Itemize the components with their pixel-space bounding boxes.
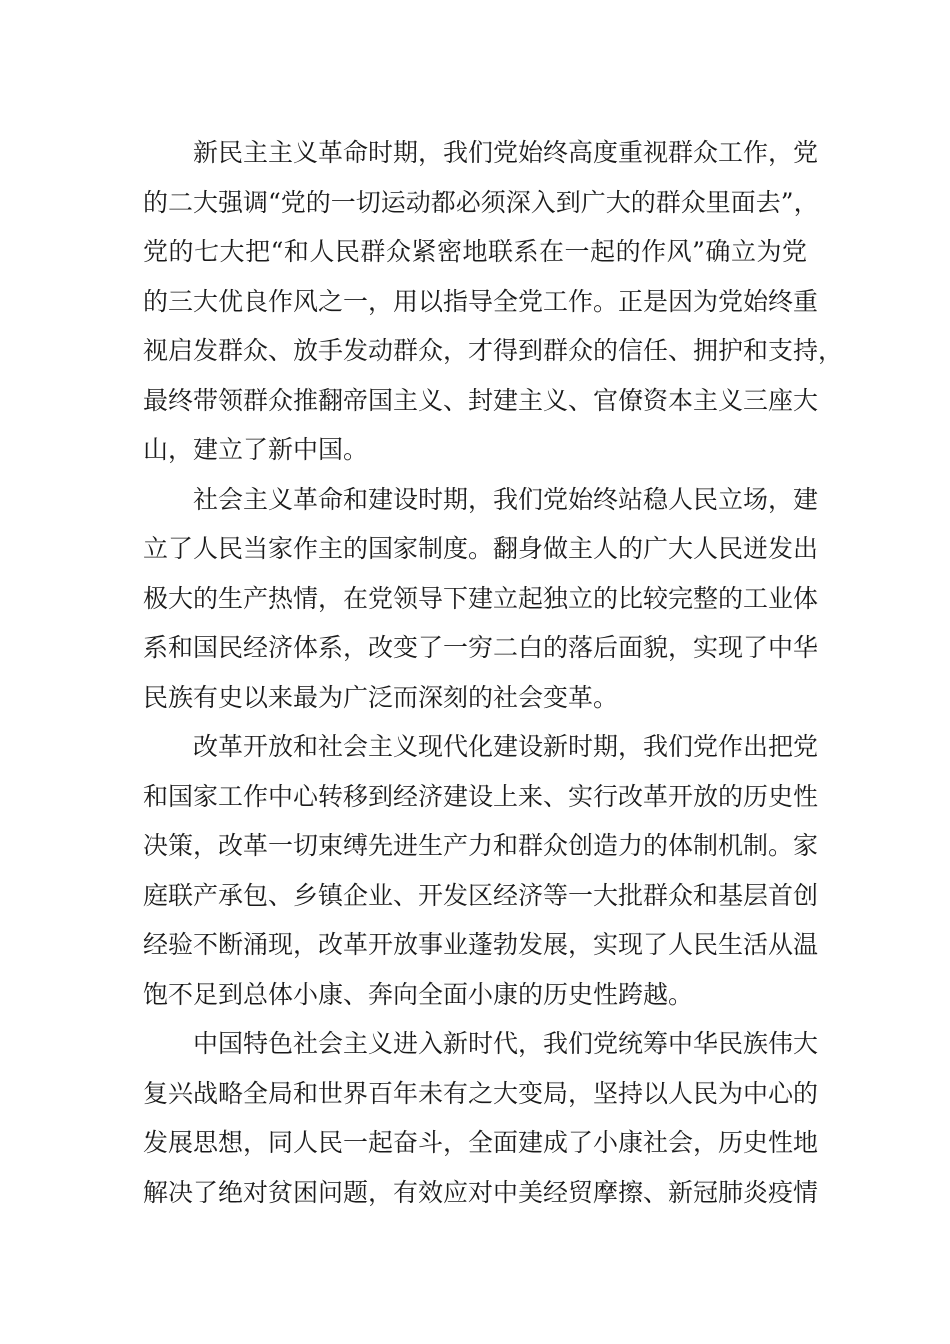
text-line: 决策，改革一切束缚先进生产力和群众创造力的体制机制。家 (143, 831, 819, 860)
text-line: 社会主义革命和建设时期，我们党始终站稳人民立场，建 (193, 484, 819, 514)
text-line: 中国特色社会主义进入新时代，我们党统筹中华民族伟大 (193, 1029, 819, 1058)
text-line: 复兴战略全局和世界百年未有之大变局，坚持以人民为中心的 (143, 1078, 819, 1108)
paragraph-socialist-revolution (143, 475, 819, 723)
text-line: 民族有史以来最为广泛而深刻的社会变革。 (143, 682, 619, 712)
text-line: 发展思想，同人民一起奋斗，全面建成了小康社会，历史性地 (143, 1128, 819, 1157)
text-line: 最终带领群众推翻帝国主义、封建主义、官僚资本主义三座大 (143, 385, 819, 415)
text-line: 山，建立了新中国。 (143, 435, 369, 464)
text-line: 系和国民经济体系，改变了一穷二白的落后面貌，实现了中华 (143, 633, 819, 662)
text-line: 和国家工作中心转移到经济建设上来、实行改革开放的历史性 (143, 781, 819, 811)
text-line: 经验不断涌现，改革开放事业蓬勃发展，实现了人民生活从温 (143, 930, 819, 959)
text-line: 的三大优良作风之一，用以指导全党工作。正是因为党始终重 (143, 286, 819, 316)
text-line: 极大的生产热情，在党领导下建立起独立的比较完整的工业体 (143, 583, 819, 613)
paragraph-new-era (143, 1019, 819, 1217)
text-line: 视启发群众、放手发动群众，才得到群众的信任、拥护和支持， (143, 336, 844, 365)
text-line: 党的七大把“和人民群众紧密地联系在一起的作风”确立为党 (143, 237, 807, 266)
paragraph-new-democratic-revolution (143, 128, 844, 475)
text-line: 立了人民当家作主的国家制度。翻身做主人的广大人民迸发出 (143, 534, 819, 563)
text-line: 的二大强调“党的一切运动都必须深入到广大的群众里面去”， (143, 187, 819, 217)
document-body (143, 128, 844, 1217)
text-line: 解决了绝对贫困问题，有效应对中美经贸摩擦、新冠肺炎疫情 (143, 1177, 819, 1207)
text-line: 饱不足到总体小康、奔向全面小康的历史性跨越。 (143, 979, 694, 1009)
text-line: 新民主主义革命时期，我们党始终高度重视群众工作，党 (193, 138, 819, 167)
text-line: 改革开放和社会主义现代化建设新时期，我们党作出把党 (193, 732, 819, 761)
paragraph-reform-and-opening (143, 722, 819, 1019)
text-line: 庭联产承包、乡镇企业、开发区经济等一大批群众和基层首创 (143, 880, 819, 910)
